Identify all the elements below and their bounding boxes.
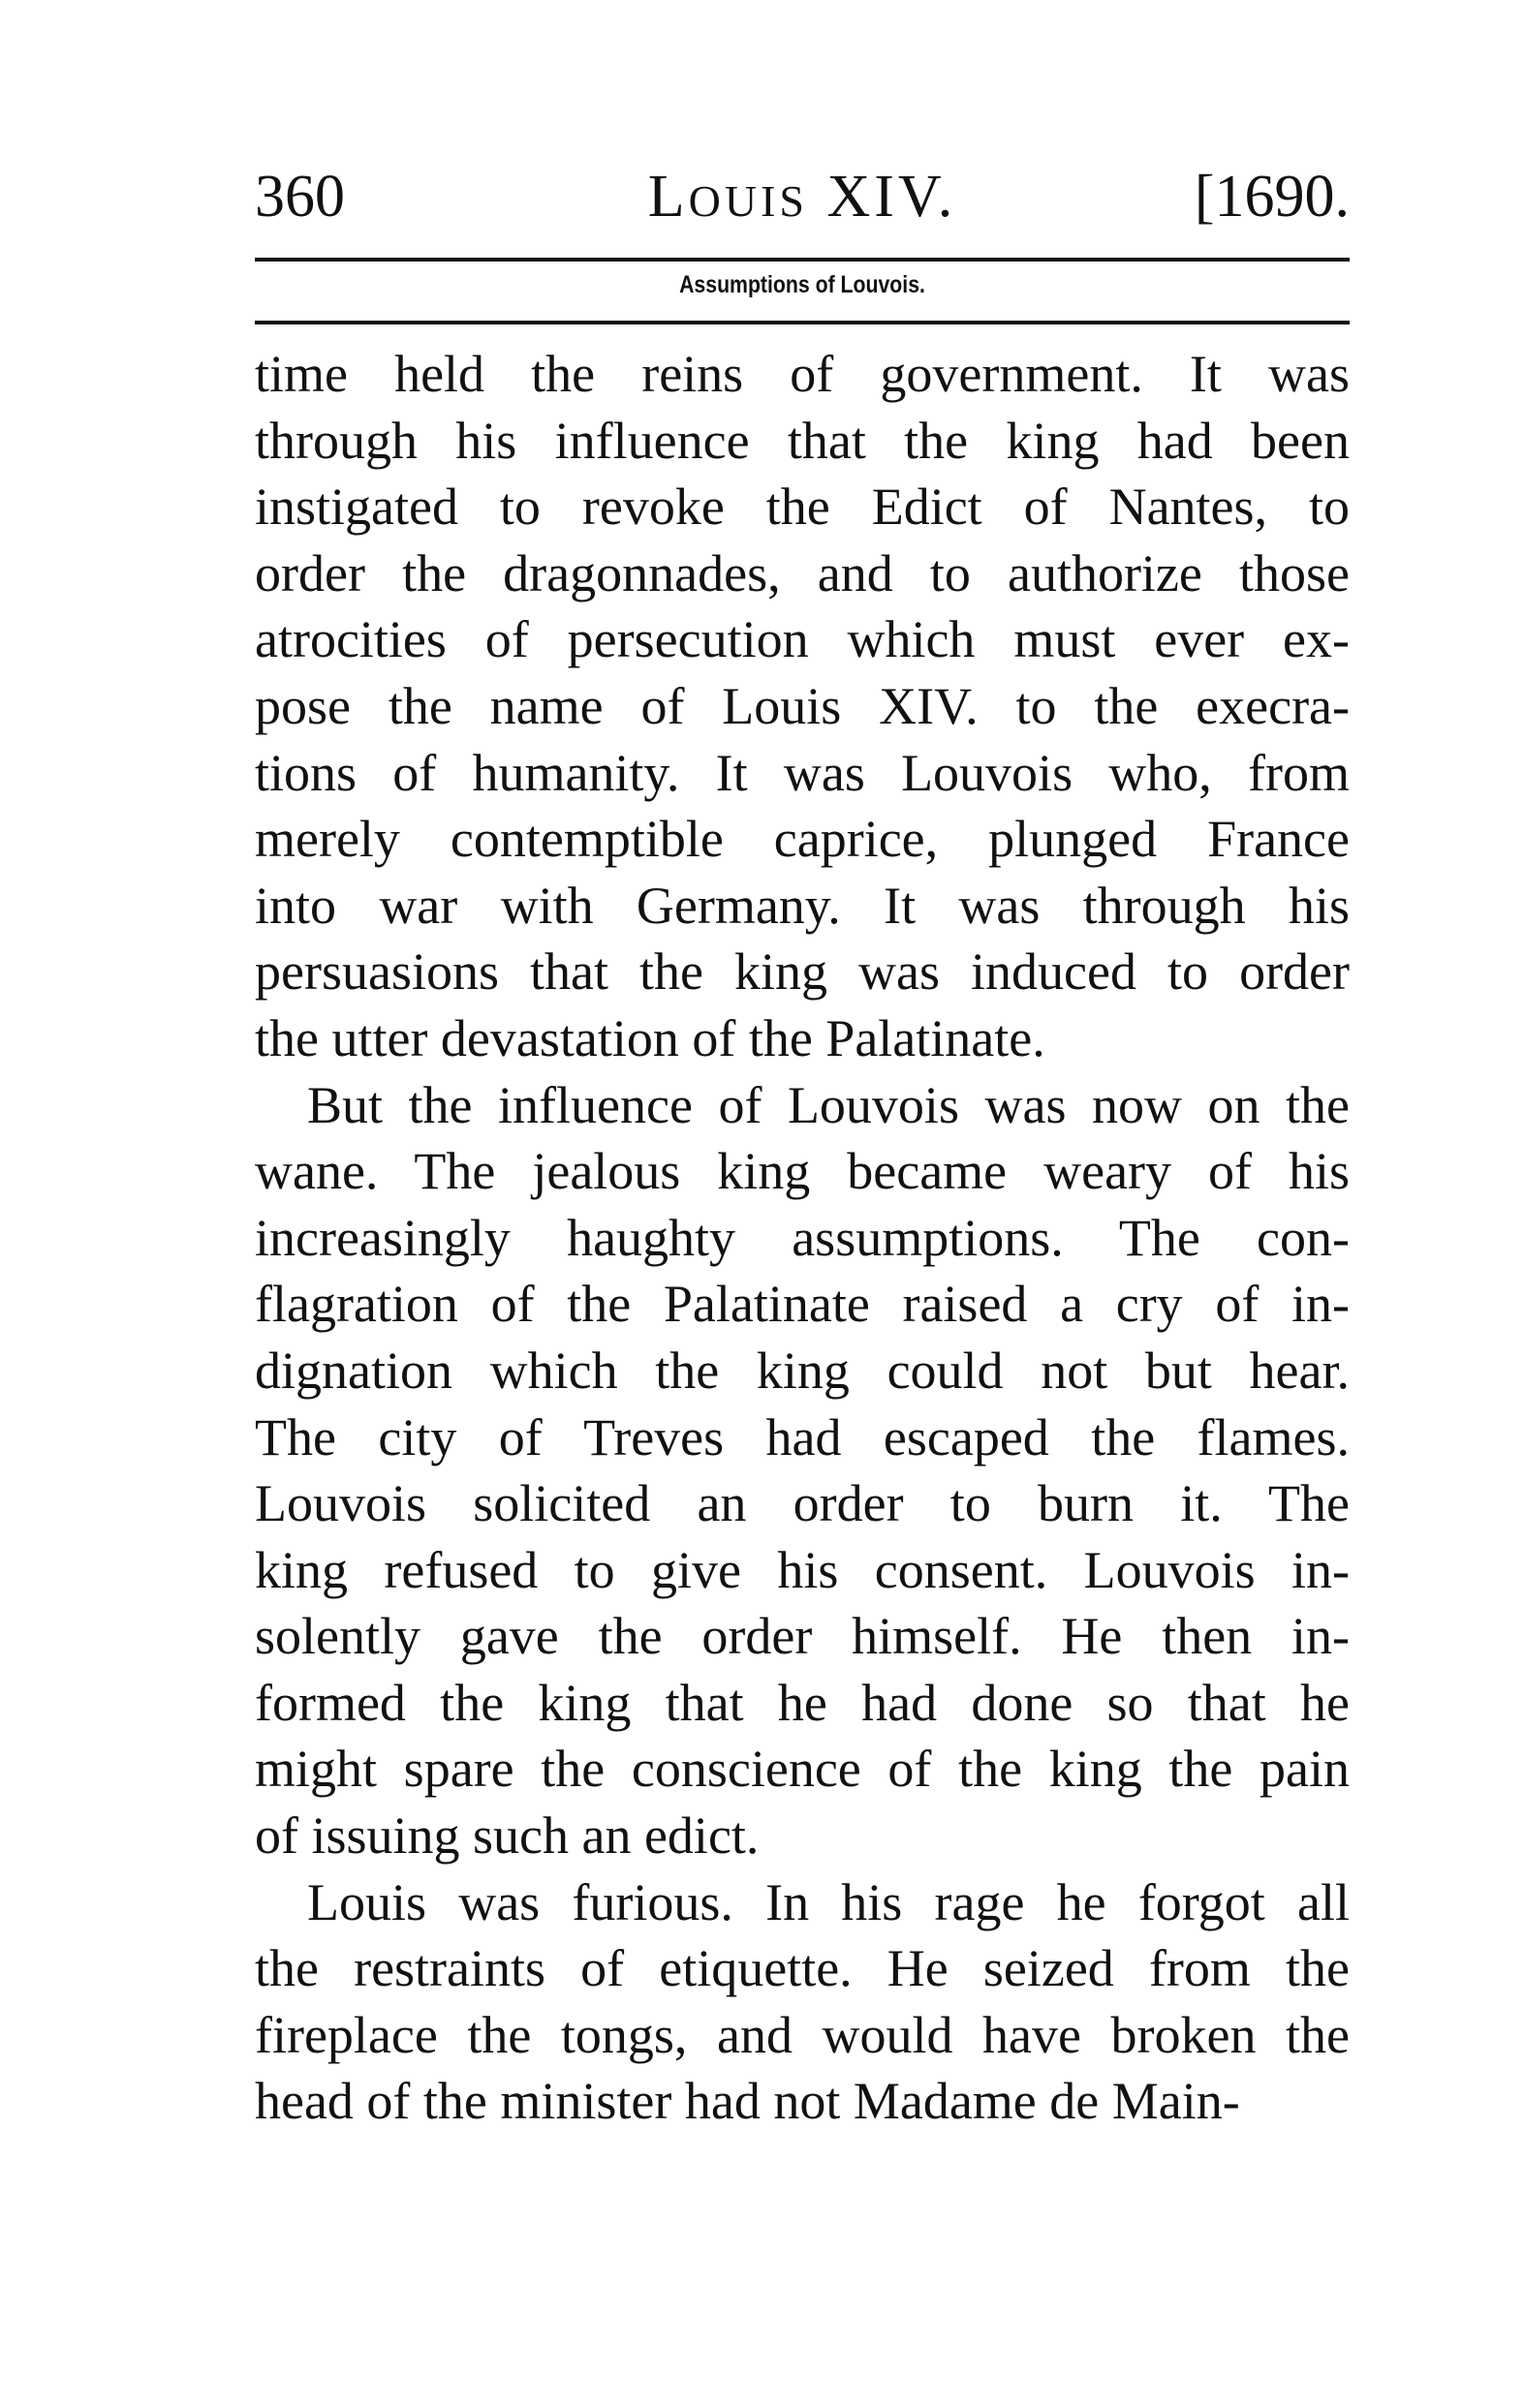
text-line: head of the minister had not Madame de Main- <box>255 2072 1240 2131</box>
text-line: Louis was furious. In his rage he forgot all <box>307 1872 1350 1931</box>
text-line: formed the king that he had done so that he <box>255 1673 1350 1732</box>
subheading: Assumptions of Louvois. <box>679 271 925 298</box>
header-year: [1690. <box>1194 164 1350 230</box>
text-line: of issuing such an edict. <box>255 1806 760 1866</box>
paragraph <box>255 1869 1350 2135</box>
text-line: atrocities of persecution which must ever ex- <box>255 610 1350 669</box>
text-line: the restraints of etiquette. He seized from the <box>255 1939 1350 1998</box>
header-rule-top <box>255 258 1350 262</box>
body-text <box>255 341 1350 2135</box>
text-line: Louvois solicited an order to burn it. The <box>255 1474 1350 1533</box>
paragraph <box>255 1072 1350 1869</box>
text-line: fireplace the tongs, and would have broken the <box>255 2005 1350 2064</box>
text-line: increasingly haughty assumptions. The con- <box>255 1208 1350 1267</box>
text-line: the utter devastation of the Palatinate. <box>255 1008 1045 1067</box>
running-header <box>255 163 1350 231</box>
text-line: But the influence of Louvois was now on the <box>307 1075 1350 1134</box>
text-line: solently gave the order himself. He then in- <box>255 1607 1350 1666</box>
text-line: The city of Treves had escaped the flames. <box>255 1407 1350 1466</box>
text-line: merely contemptible caprice, plunged France <box>255 810 1350 869</box>
text-line: instigated to revoke the Edict of Nantes, to <box>255 478 1350 537</box>
page-number: 360 <box>255 164 345 230</box>
paragraph <box>255 341 1350 1072</box>
text-line: time held the reins of government. It was <box>255 345 1350 403</box>
header-rule-bottom <box>255 321 1350 324</box>
text-line: dignation which the king could not but hear. <box>255 1341 1350 1400</box>
title-rest: XIV. <box>808 164 957 230</box>
text-line: flagration of the Palatinate raised a cry of in- <box>255 1275 1350 1334</box>
text-line: persuasions that the king was induced to order <box>255 942 1350 1002</box>
text-line: might spare the conscience of the king the pain <box>255 1740 1350 1799</box>
text-line: through his influence that the king had been <box>255 411 1350 470</box>
title-initial: L <box>647 164 689 230</box>
text-line: into war with Germany. It was through his <box>255 876 1350 935</box>
text-line: tions of humanity. It was Louvois who, from <box>255 743 1350 802</box>
text-line: king refused to give his consent. Louvois in- <box>255 1540 1350 1599</box>
text-line: wane. The jealous king became weary of his <box>255 1142 1350 1201</box>
text-line: pose the name of Louis XIV. to the execra- <box>255 676 1350 735</box>
title-small-caps: OUIS <box>688 176 808 226</box>
text-line: order the dragonnades, and to authorize those <box>255 543 1350 602</box>
running-title <box>255 163 1350 232</box>
